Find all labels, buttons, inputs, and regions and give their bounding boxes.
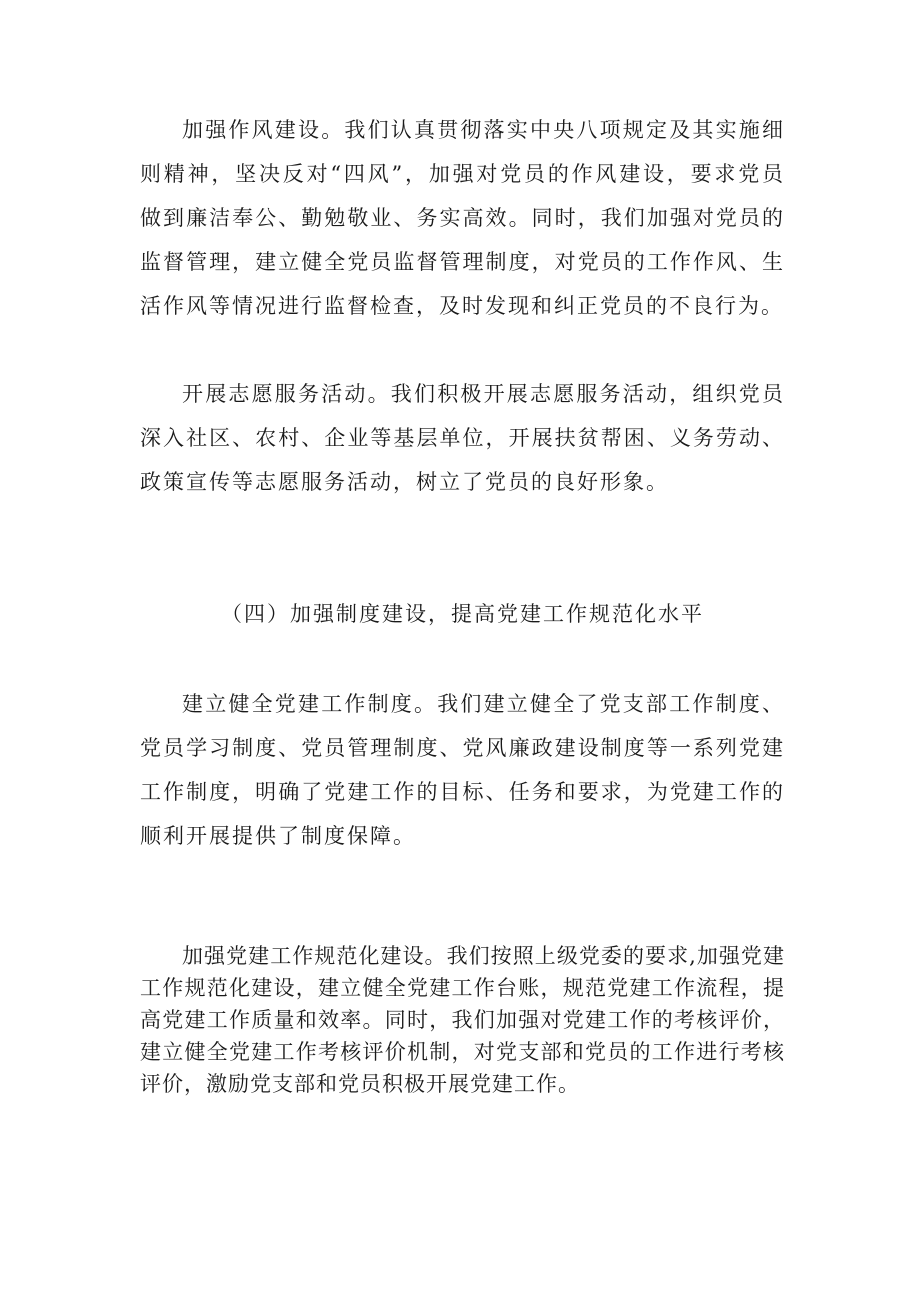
paragraph-system-building: 建立健全党建工作制度。我们建立健全了党支部工作制度、党员学习制度、党员管理制度、党风廉政建设制度等一系列党建工作制度，明确了党建工作的目标、任务和要求，为党建工作的顺利开展提供了制度保障。 — [140, 692, 785, 848]
paragraph-style-building: 加强作风建设。我们认真贯彻落实中央八项规定及其实施细则精神，坚决反对“四风”，加强对党员的作风建设，要求党员做到廉洁奉公、勤勉敬业、务实高效。同时，我们加强对党员的监督管理，建立健全党员监督管理制度，对党员的工作作风、生活作风等情况进行监督检查，及时发现和纠正党员的不良行为。 — [140, 118, 785, 318]
paragraph-volunteer-service: 开展志愿服务活动。我们积极开展志愿服务活动，组织党员深入社区、农村、企业等基层单位，开展扶贫帮困、义务劳动、政策宣传等志愿服务活动，树立了党员的良好形象。 — [140, 382, 785, 494]
paragraph-standardization: 加强党建工作规范化建设。我们按照上级党委的要求,加强党建工作规范化建设，建立健全党建工作台账，规范党建工作流程，提高党建工作质量和效率。同时，我们加强对党建工作的考核评价，建立健全党建工作考核评价机制，对党支部和党员的工作进行考核评价，激励党支部和党员积极开展党建工作。 — [140, 944, 785, 1096]
section-heading: （四）加强制度建设，提高党建工作规范化水平 — [221, 602, 704, 626]
